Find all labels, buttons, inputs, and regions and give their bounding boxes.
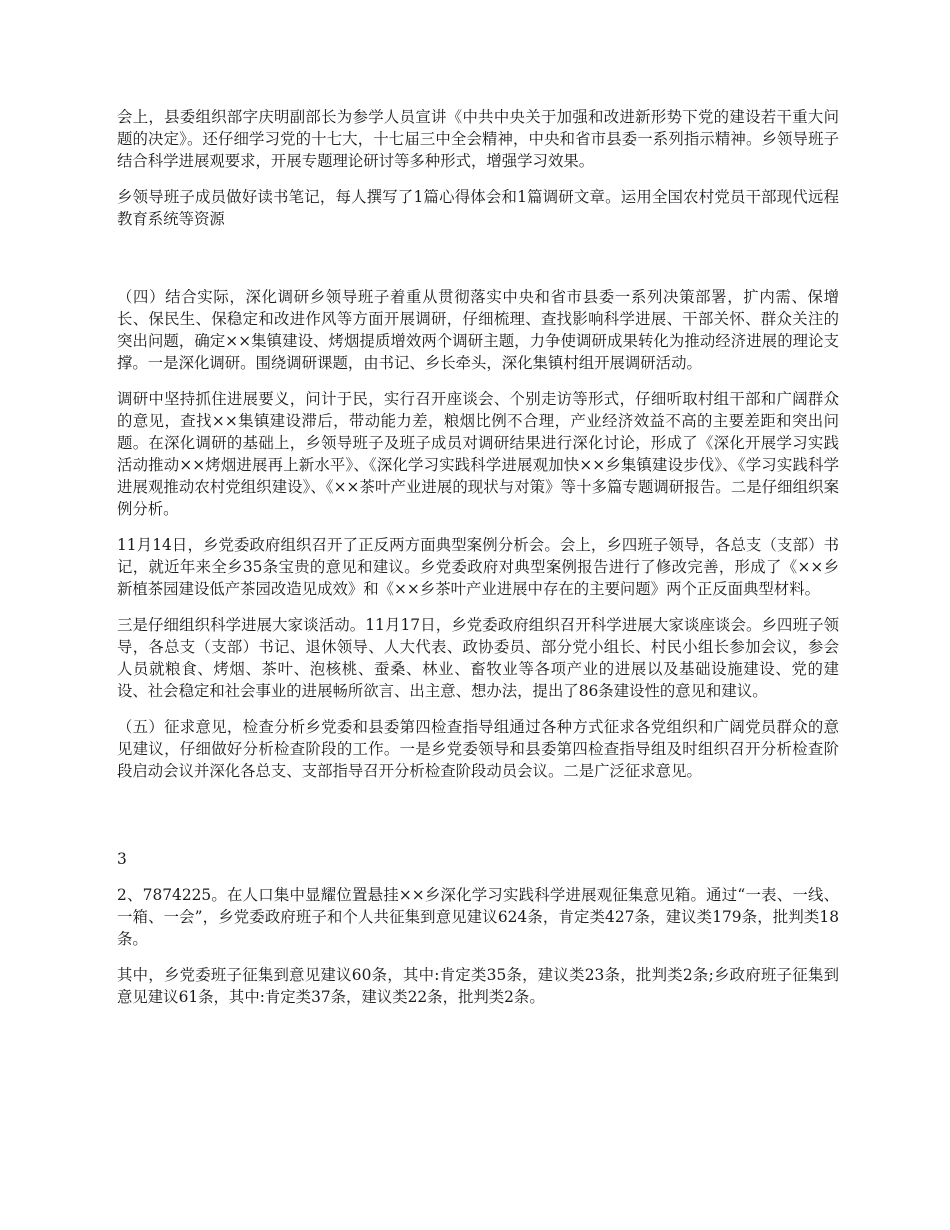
page-number: 3 xyxy=(117,850,127,868)
paragraph-3: （四）结合实际，深化调研乡领导班子着重从贯彻落实中央和省市县委一系列决策部署，扩内需、保增长、保民生、保稳定和改进作风等方面开展调研，仔细梳理、查找影响科学进展、干部关怀、群众关注的突出问题，确定××集镇建设、烤烟提质增效两个调研主题，力争使调研成果转化为推动经济进展的理论支撑。一是深化调研。围绕调研课题，由书记、乡长牵头，深化集镇村组开展调研活动。 xyxy=(117,288,839,372)
paragraph-5: 11月14日，乡党委政府组织召开了正反两方面典型案例分析会。会上，乡四班子领导，各总支（支部）书记，就近年来全乡35条宝贵的意见和建议。乡党委政府对典型案例报告进行了修改完善，形成了《××乡新植茶园建设低产茶园改造见成效》和《××乡茶叶产业进展中存在的主要问题》两个正反面典型材料。 xyxy=(117,536,839,598)
paragraph-8: 2、7874225。在人口集中显耀位置悬挂××乡深化学习实践科学进展观征集意见箱。通过“一表、一线、一箱、一会”，乡党委政府班子和个人共征集到意见建议624条，肯定类427条，建议类179条，批判类18条。 xyxy=(117,886,839,948)
paragraph-2: 乡领导班子成员做好读书笔记，每人撰写了1篇心得体会和1篇调研文章。运用全国农村党员干部现代远程教育系统等资源 xyxy=(117,188,839,228)
paragraph-4: 调研中坚持抓住进展要义，问计于民，实行召开座谈会、个别走访等形式，仔细听取村组干部和广阔群众的意见，查找××集镇建设滞后，带动能力差，粮烟比例不合理，产业经济效益不高的主要差距和突出问题。在深化调研的基础上，乡领导班子及班子成员对调研结果进行深化讨论，形成了《深化开展学习实践活动推动××烤烟进展再上新水平》、《深化学习实践科学进展观加快××乡集镇建设步伐》、《学习实践科学进展观推动农村党组织建设》、《××茶叶产业进展的现状与对策》等十多篇专题调研报告。二是仔细组织案例分析。 xyxy=(117,390,839,518)
paragraph-6: 三是仔细组织科学进展大家谈活动。11月17日，乡党委政府组织召开科学进展大家谈座谈会。乡四班子领导，各总支（支部）书记、退休领导、人大代表、政协委员、部分党小组长、村民小组长参加会议，参会人员就粮食、烤烟、茶叶、泡核桃、蚕桑、林业、畜牧业等各项产业的进展以及基础设施建设、党的建设、社会稳定和社会事业的进展畅所欲言、出主意、想办法，提出了86条建设性的意见和建议。 xyxy=(117,616,839,700)
section-gap xyxy=(117,796,839,848)
document-page xyxy=(117,106,839,1022)
paragraph-7: （五）征求意见，检查分析乡党委和县委第四检查指导组通过各种方式征求各党组织和广阔党员群众的意见建议，仔细做好分析检查阶段的工作。一是乡党委领导和县委第四检查指导组及时组织召开分析检查阶段启动会议并深化各总支、支部指导召开分析检查阶段动员会议。二是广泛征求意见。 xyxy=(117,718,839,780)
section-gap xyxy=(117,244,839,286)
paragraph-9: 其中，乡党委班子征集到意见建议60条，其中:肯定类35条，建议类23条，批判类2条;乡政府班子征集到意见建议61条，其中:肯定类37条，建议类22条，批判类2条。 xyxy=(117,966,839,1006)
paragraph-1: 会上，县委组织部字庆明副部长为参学人员宣讲《中共中央关于加强和改进新形势下党的建设若干重大问题的决定》。还仔细学习党的十七大，十七届三中全会精神，中央和省市县委一系列指示精神。乡领导班子结合科学进展观要求，开展专题理论研讨等多种形式，增强学习效果。 xyxy=(117,108,839,170)
